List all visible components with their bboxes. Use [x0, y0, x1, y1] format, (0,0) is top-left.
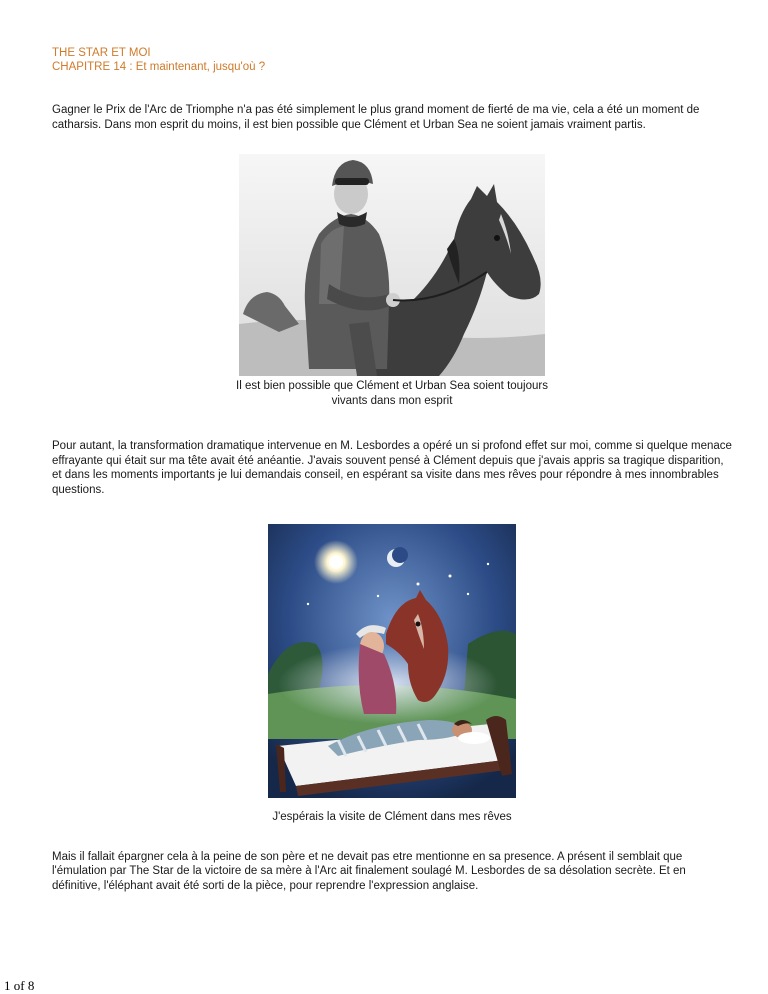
paragraph-1: Gagner le Prix de l'Arc de Triomphe n'a pas été simplement le plus grand moment de fierté de ma vie, cela a été un moment de catharsis. Dans mon esprit du moins, il est bien possible que Clément et Urban Sea ne soient jamais vraiment partis.	[52, 104, 700, 131]
figure-2-caption: J'espérais la visite de Clément dans mes rêves	[272, 811, 512, 823]
figure-jockey-horse	[52, 154, 732, 408]
paragraph-2: Pour autant, la transformation dramatique intervenue en M. Lesbordes a opéré un si profond effet sur moi, comme si quelque menace effrayante qui était sur ma tête avait été anéantie. J'avais souvent pensé à Clément depuis que j'avais appris sa tragique disparition, et dans les moments importants je lui demandais conseil, en espérant sa visite dans mes rêves pour répondre à mes innombrables questions.	[52, 440, 732, 496]
dream-illustration	[268, 524, 516, 798]
jockey-horse-photo	[239, 154, 545, 376]
figure-1-caption: Il est bien possible que Clément et Urban Sea soient toujours vivants dans mon esprit	[236, 380, 548, 407]
series-title: THE STAR ET MOI	[52, 47, 151, 59]
document-header	[52, 46, 732, 74]
page-number: 1 of 8	[4, 978, 35, 993]
document-body	[52, 46, 732, 893]
figure-dream	[52, 524, 732, 825]
paragraph-3: Mais il fallait épargner cela à la peine de son père et ne devait pas etre mentionne en sa presence. A présent il semblait que l'émulation par The Star de la victoire de sa mère à l'Arc ait finalement soulagé M. Lesbordes de sa désolation secrète. Et en définitive, l'éléphant avait été sorti de la pièce, pour reprendre l'expression anglaise.	[52, 850, 686, 892]
chapter-title: CHAPITRE 14 : Et maintenant, jusqu'où ?	[52, 61, 266, 73]
